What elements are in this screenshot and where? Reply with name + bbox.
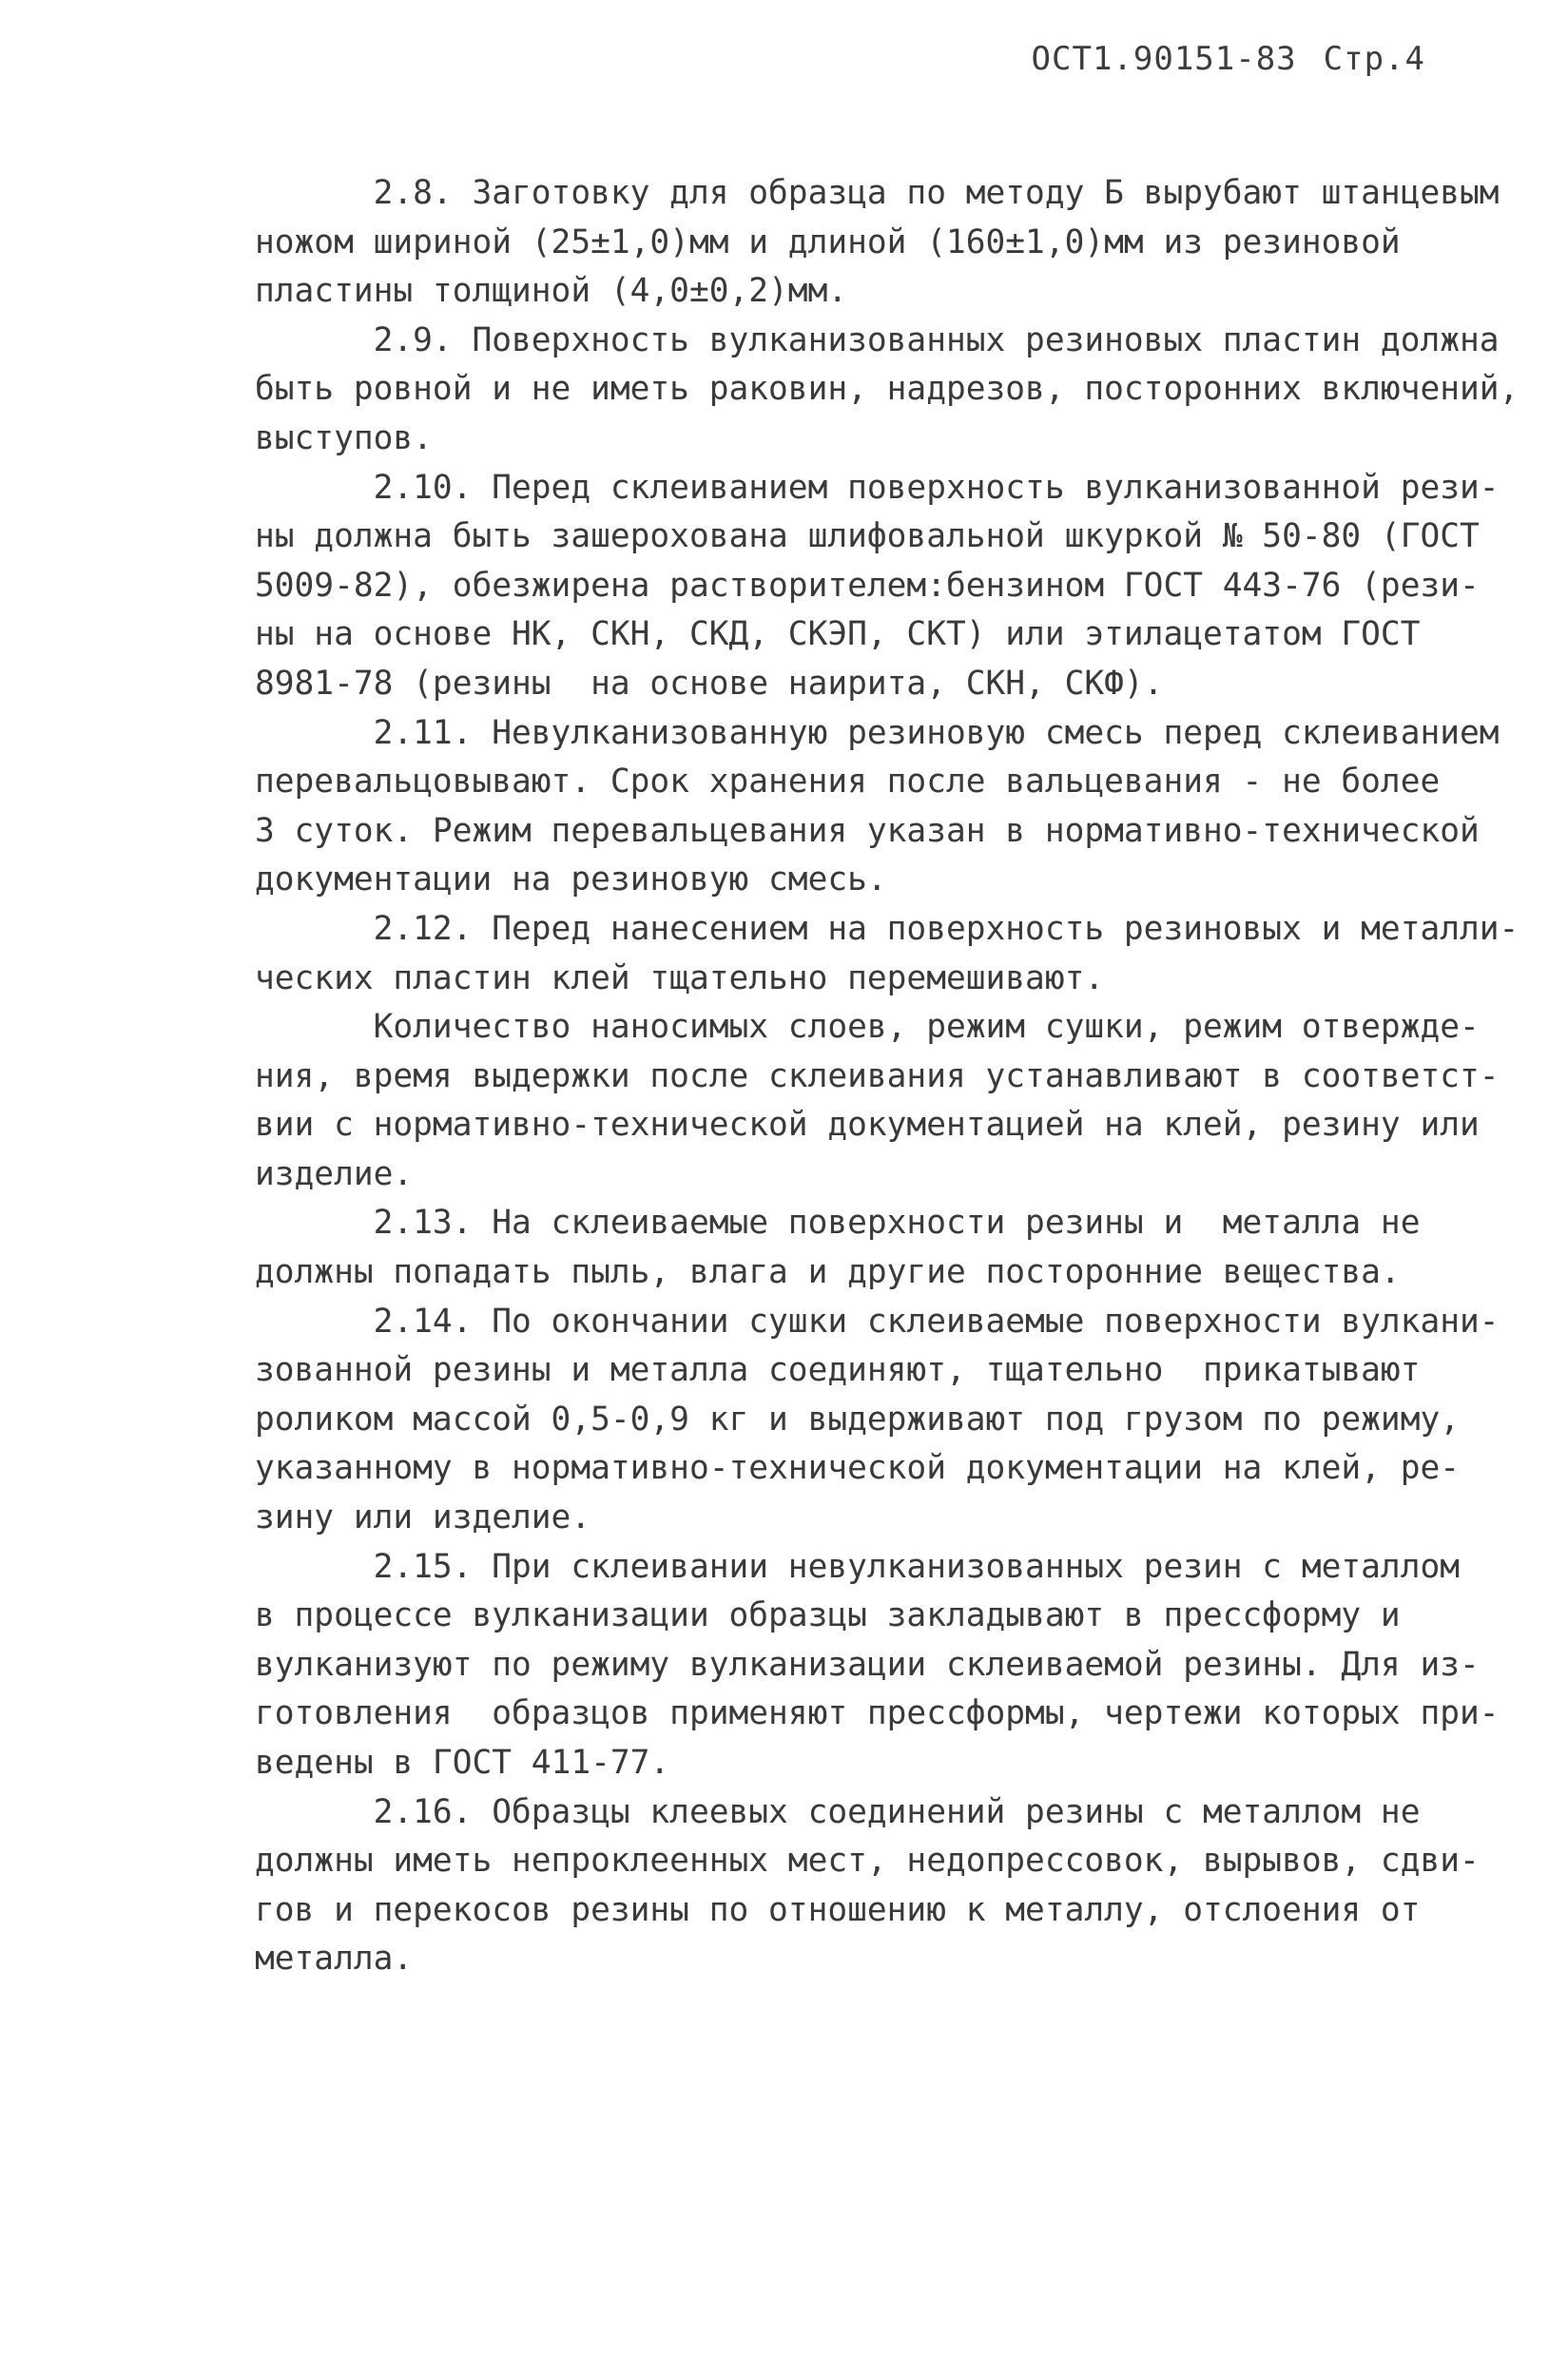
document-code: ОСТ1.90151-83 [1031, 40, 1297, 78]
text-line: 2.12. Перед нанесением на поверхность резиновых и металли- [255, 909, 1520, 948]
text-line: пластины толщиной (4,0±0,2)мм. [255, 272, 848, 311]
text-line: 8981-78 (резины на основе наирита, СКН, СКФ). [255, 664, 1164, 703]
paragraph [255, 709, 1558, 905]
text-line: роликом массой 0,5-0,9 кг и выдерживают под грузом по режиму, [255, 1400, 1461, 1439]
text-line: выступов. [255, 418, 433, 457]
text-line: 2.13. На склеиваемые поверхности резины и металла не [255, 1204, 1421, 1243]
paragraph [255, 1003, 1558, 1199]
paragraph [255, 1298, 1558, 1543]
text-line: перевальцовывают. Срок хранения после вальцевания - не более [255, 763, 1441, 802]
text-line: в процессе вулканизации образцы закладывают в прессформу и [255, 1596, 1401, 1635]
text-line: металла. [255, 1940, 414, 1979]
text-line: должны иметь непроклеенных мест, недопрессовок, вырывов, сдви- [255, 1842, 1480, 1881]
text-line: вулканизуют по режиму вулканизации склеиваемой резины. Для из- [255, 1645, 1480, 1684]
text-line: изделие. [255, 1154, 414, 1193]
paragraph [255, 169, 1558, 317]
text-line: 2.9. Поверхность вулканизованных резиновых пластин должна [255, 320, 1500, 359]
text-line: документации на резиновую смесь. [255, 860, 887, 899]
text-line: 2.10. Перед склеиванием поверхность вулканизованной рези- [255, 468, 1500, 507]
text-line: ния, время выдержки после склеивания устанавливают в соответст- [255, 1056, 1500, 1095]
text-line: ны на основе НК, СКН, СКД, СКЭП, СКТ) или этилацетатом ГОСТ [255, 615, 1421, 654]
paragraph [255, 1199, 1558, 1297]
paragraph [255, 1788, 1558, 1984]
text-line: Количество наносимых слоев, режим сушки, режим отвержде- [255, 1008, 1480, 1047]
text-line: готовления образцов применяют прессформы, чертежи которых при- [255, 1694, 1500, 1733]
paragraph [255, 1543, 1558, 1788]
text-line: 3 суток. Режим перевальцевания указан в нормативно-технической [255, 811, 1480, 850]
text-line: ведены в ГОСТ 411-77. [255, 1744, 670, 1782]
text-line: 2.8. Заготовку для образца по методу Б вырубают штанцевым [255, 174, 1500, 212]
text-line: ны должна быть зашерохована шлифовальной шкуркой № 50-80 (ГОСТ [255, 517, 1480, 556]
text-line: быть ровной и не иметь раковин, надрезов, посторонних включений, [255, 370, 1520, 409]
paragraph [255, 905, 1558, 1003]
paragraph [255, 464, 1558, 709]
text-line: зованной резины и металла соединяют, тщательно прикатывают [255, 1351, 1421, 1390]
page-header [1032, 40, 1425, 78]
text-line: 2.11. Невулканизованную резиновую смесь перед склеиванием [255, 713, 1500, 752]
text-line: вии с нормативно-технической документацией на клей, резину или [255, 1106, 1480, 1145]
text-line: 5009-82), обезжирена растворителем:бензином ГОСТ 443-76 (рези- [255, 566, 1480, 605]
page-number: Стр.4 [1323, 40, 1425, 78]
text-line: указанному в нормативно-технической документации на клей, ре- [255, 1449, 1461, 1488]
text-line: ческих пластин клей тщательно перемешивают. [255, 958, 1105, 997]
text-line: 2.14. По окончании сушки склеиваемые поверхности вулкани- [255, 1302, 1500, 1341]
text-line: должны попадать пыль, влага и другие посторонние вещества. [255, 1253, 1401, 1292]
text-line: 2.16. Образцы клеевых соединений резины с металлом не [255, 1792, 1421, 1831]
text-line: гов и перекосов резины по отношению к металлу, отслоения от [255, 1890, 1421, 1929]
paragraph [255, 317, 1558, 464]
text-line: 2.15. При склеивании невулканизованных резин с металлом [255, 1547, 1461, 1586]
document-body [255, 169, 1558, 1984]
text-line: зину или изделие. [255, 1498, 591, 1537]
text-line: ножом шириной (25±1,0)мм и длиной (160±1,0)мм из резиновой [255, 222, 1401, 261]
